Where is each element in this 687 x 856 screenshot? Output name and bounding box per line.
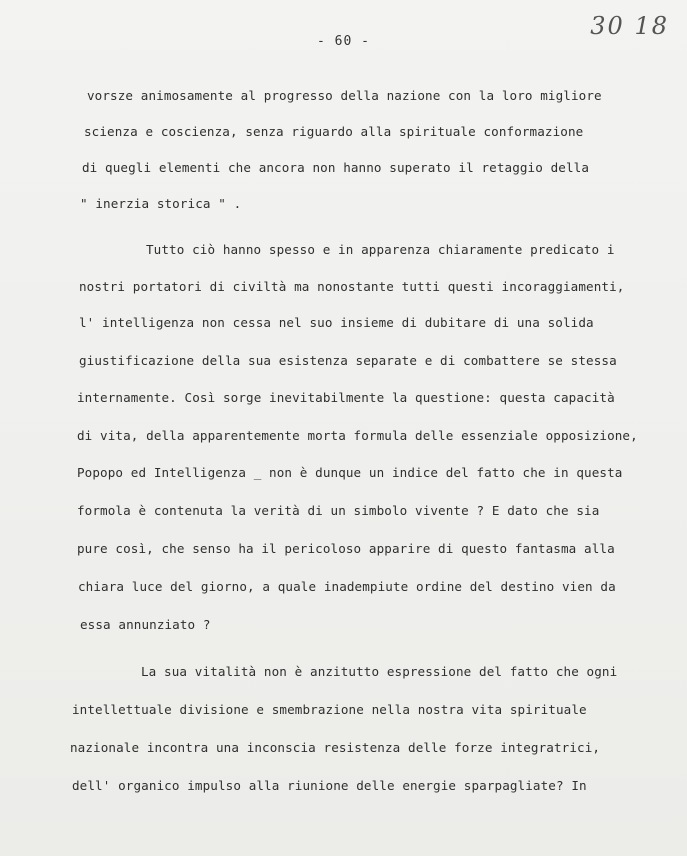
page-number: - 60 -: [317, 34, 370, 49]
text-line: La sua vitalità non è anzitutto espressione del fatto che ogni: [141, 664, 618, 679]
text-line: intellettuale divisione e smembrazione nella nostra vita spirituale: [72, 702, 587, 717]
text-line: vorsze animosamente al progresso della nazione con la loro migliore: [87, 88, 602, 103]
text-line: pure così, che senso ha il pericoloso apparire di questo fantasma alla: [77, 541, 615, 556]
text-line: nostri portatori di civiltà ma nonostante tutti questi incoraggiamenti,: [79, 279, 625, 294]
archive-handwritten-marks: 30 18: [590, 12, 669, 40]
text-line: formola è contenuta la verità di un simbolo vivente ? E dato che sia: [77, 503, 600, 518]
text-line: Popopo ed Intelligenza _ non è dunque un indice del fatto che in questa: [77, 465, 623, 480]
text-line: nazionale incontra una inconscia resistenza delle forze integratrici,: [70, 740, 601, 755]
text-line: l' intelligenza non cessa nel suo insieme di dubitare di una solida: [79, 315, 594, 330]
text-line: giustificazione della sua esistenza separate e di combattere se stessa: [79, 353, 617, 368]
text-line: Tutto ciò hanno spesso e in apparenza chiaramente predicato i: [146, 242, 615, 257]
text-line: internamente. Così sorge inevitabilmente la questione: questa capacità: [77, 390, 615, 405]
text-line: chiara luce del giorno, a quale inadempiute ordine del destino vien da: [78, 579, 616, 594]
text-line: dell' organico impulso alla riunione delle energie sparpagliate? In: [72, 778, 587, 793]
text-line: essa annunziato ?: [80, 617, 211, 632]
text-line: scienza e coscienza, senza riguardo alla spirituale conformazione: [84, 124, 584, 139]
text-line: di vita, della apparentemente morta formula delle essenziale opposizione,: [77, 428, 638, 443]
text-line: di quegli elementi che ancora non hanno superato il retaggio della: [82, 160, 590, 175]
text-line: " inerzia storica " .: [80, 196, 242, 211]
